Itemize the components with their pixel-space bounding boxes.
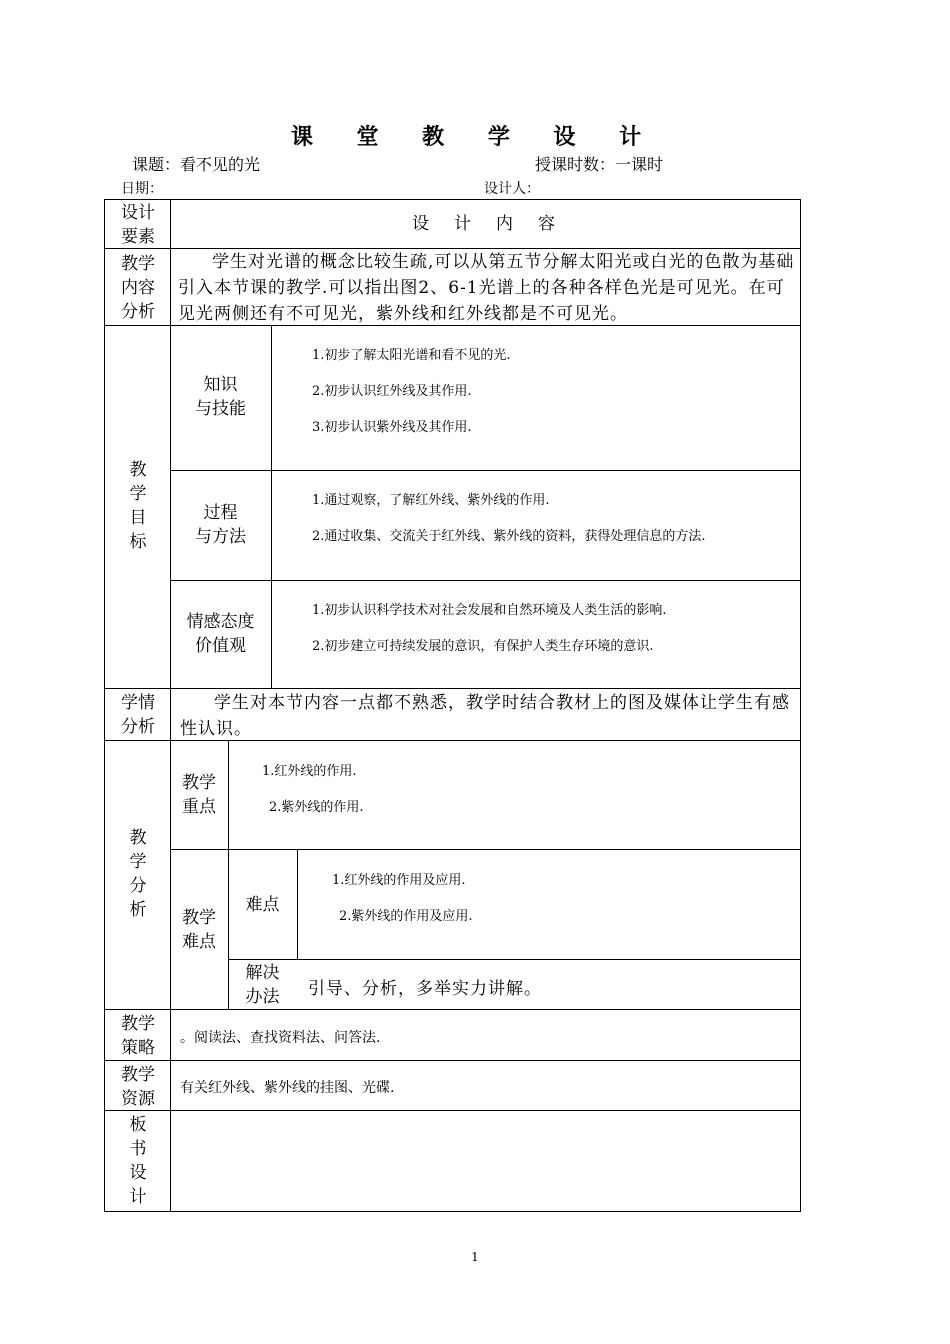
goals-row-divider (170, 470, 801, 471)
element-column-header: 设计 要素 (121, 203, 155, 247)
resources-label: 教学 资源 (121, 1065, 155, 1109)
page-number: 1 (471, 1250, 479, 1264)
process-label: 过程 与方法 (195, 503, 246, 547)
row-divider (104, 1060, 801, 1061)
emotion-label: 情感态度 价值观 (186, 612, 255, 656)
learner-text: 学生对本节内容一点都不熟悉，教学时结合教材上的图及媒体让学生有感性认识。 (180, 693, 790, 739)
difficulty-row-divider (228, 959, 801, 960)
knowledge-label: 知识 与技能 (195, 375, 246, 419)
difficulty-label: 教学 难点 (182, 908, 216, 952)
emotion-item: 2.初步建立可持续发展的意识，有保护人类生存环境的意识. (312, 639, 654, 654)
date-label: 日期： (121, 181, 163, 197)
designer-label: 设计人： (484, 181, 540, 197)
resources-text: 有关红外线、紫外线的挂图、光碟. (180, 1080, 395, 1096)
process-item: 2.通过收集、交流关于红外线、紫外线的资料，获得处理信息的方法. (312, 529, 706, 544)
knowledge-item: 2.初步认识红外线及其作用. (312, 384, 472, 399)
row-divider (104, 1009, 801, 1010)
key-point-item: 2.紫外线的作用. (269, 800, 364, 815)
solution-text: 引导、分析，多举实力讲解。 (308, 979, 542, 999)
topic-label: 课题：看不见的光 (132, 155, 261, 174)
solution-label: 解决 办法 (245, 963, 280, 1007)
strategy-text: 。阅读法、查找资料法、问答法. (180, 1030, 381, 1046)
hours-label: 授课时数：一课时 (535, 155, 664, 174)
strategy-label: 教学 策略 (121, 1014, 155, 1058)
content-analysis-label: 教学 内容 分析 (121, 254, 155, 322)
learner-label: 学情 分析 (121, 693, 155, 737)
content-column-header: 设 计 内 容 (412, 214, 559, 234)
key-point-label: 教学 重点 (182, 773, 216, 817)
difficulty-sub-label: 难点 (245, 895, 280, 915)
key-point-item: 1.红外线的作用. (262, 764, 357, 779)
row-divider (104, 688, 801, 689)
board-label: 板 书 设 计 (129, 1115, 147, 1207)
page-title: 课 堂 教 学 设 计 (290, 124, 660, 150)
difficulty-item: 2.紫外线的作用及应用. (339, 909, 473, 924)
content-analysis-text: 学生对光谱的概念比较生疏,可以从第五节分解太阳光或白光的色散为基础引入本节课的教学.可以指出图2、6-1光谱上的各种各样色光是可见光。在可见光两侧还有不可见光，紫外线和红外线都是不可见光。 (178, 252, 795, 324)
goals-row-divider (170, 580, 801, 581)
goals-divider (271, 325, 272, 688)
emotion-item: 1.初步认识科学技术对社会发展和自然环境及人类生活的影响. (312, 603, 667, 618)
analysis-row-divider (170, 849, 801, 850)
difficulty-item: 1.红外线的作用及应用. (332, 873, 466, 888)
row-divider (104, 1110, 801, 1111)
difficulty-divider (297, 849, 298, 959)
knowledge-item: 3.初步认识紫外线及其作用. (312, 420, 472, 435)
process-item: 1.通过观察，了解红外线、紫外线的作用. (312, 493, 550, 508)
teaching-analysis-label: 教 学 分 析 (129, 828, 147, 920)
goals-label: 教 学 目 标 (129, 460, 147, 552)
knowledge-item: 1.初步了解太阳光谱和看不见的光. (312, 348, 511, 363)
